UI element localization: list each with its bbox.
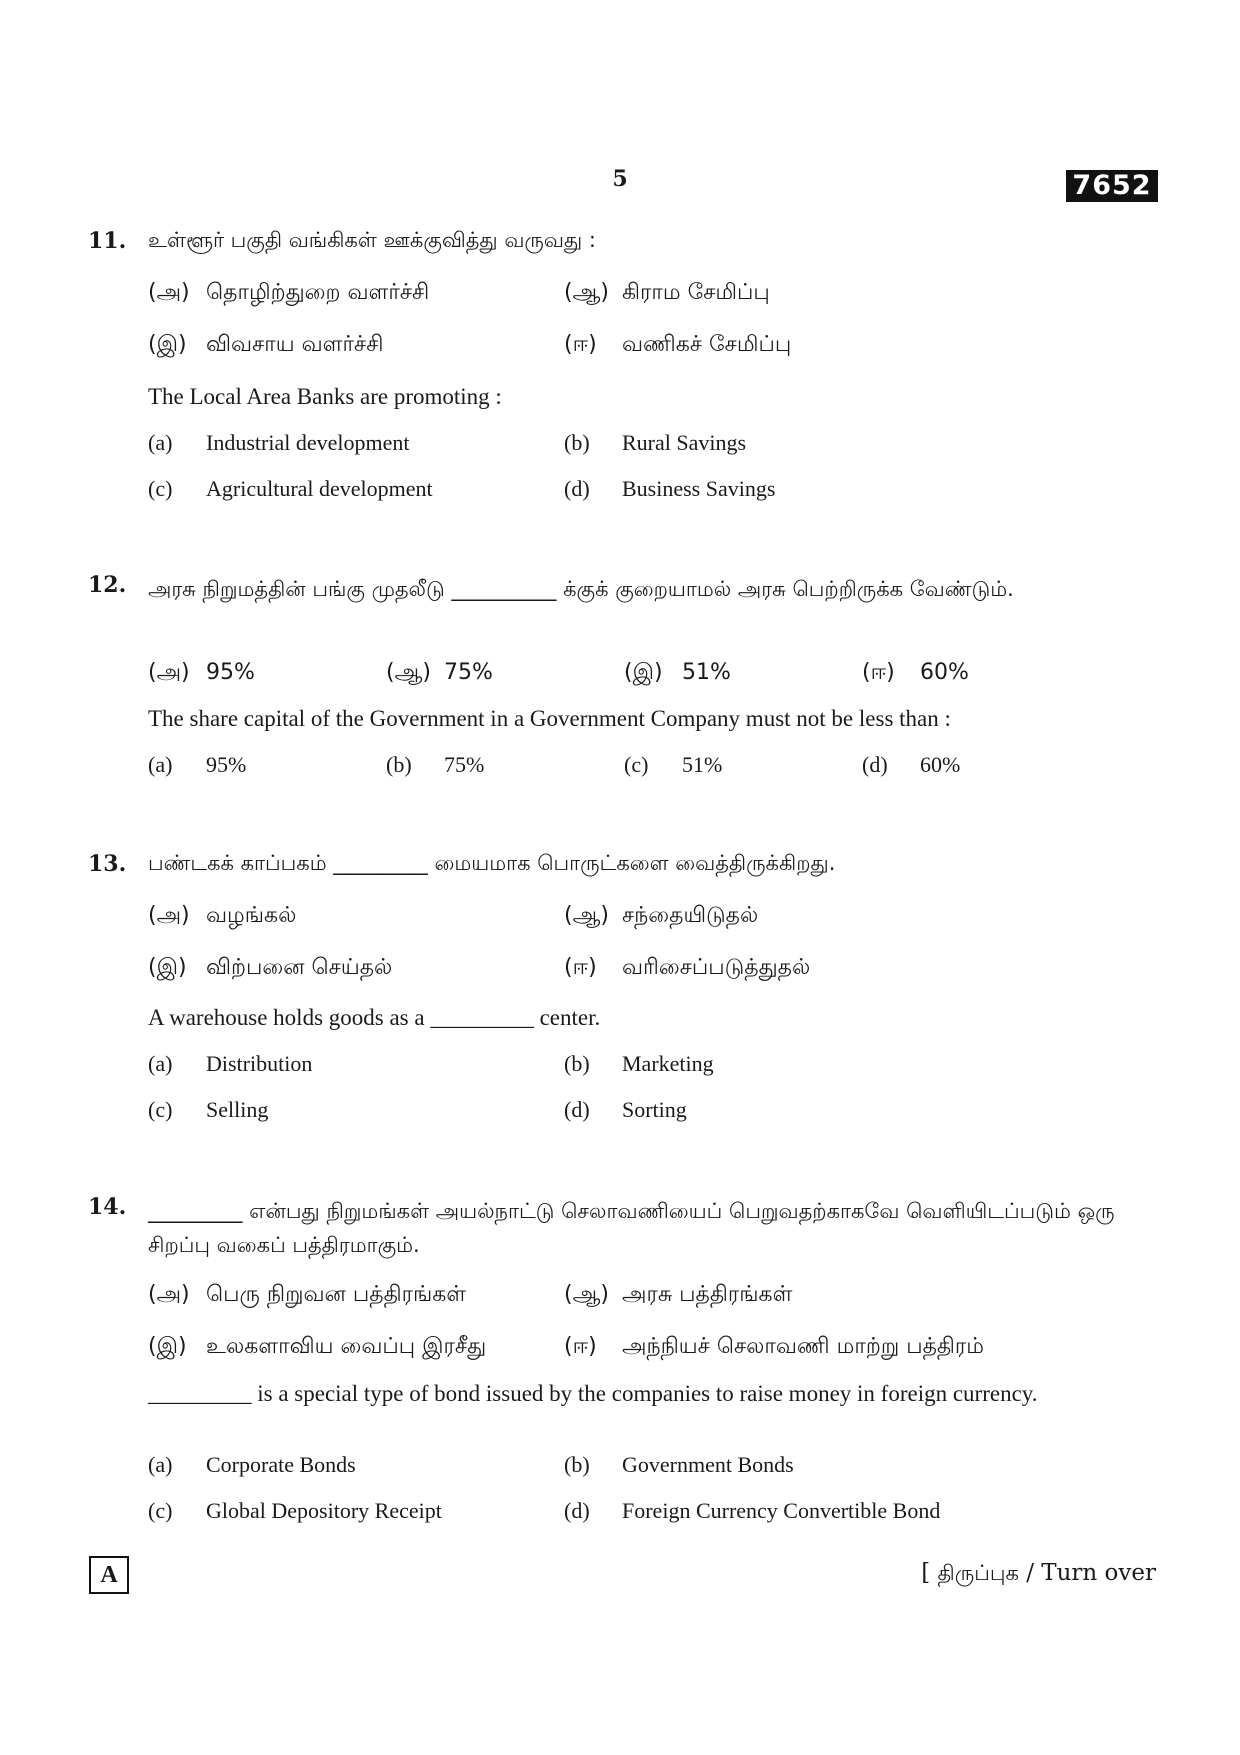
option-label: (c) [148, 1097, 173, 1122]
option-text: விவசாய வளர்ச்சி [206, 332, 384, 357]
option-label: (இ) [148, 955, 187, 980]
option-text: Agricultural development [206, 476, 433, 501]
tamil-question-stem: அரசு நிறுமத்தின் பங்கு முதலீடு __________ க்குக் குறையாமல் அரசு பெற்றிருக்க வேண்டும். [148, 577, 1014, 601]
english-question-stem: A warehouse holds goods as a _________ center. [148, 1005, 601, 1030]
tamil-option[interactable] [148, 332, 383, 360]
tamil-option[interactable] [862, 660, 969, 688]
option-label: (ஆ) [564, 280, 609, 305]
turn-over-tamil: திருப்புக [937, 1561, 1019, 1585]
option-text: Marketing [622, 1051, 714, 1076]
option-text: உலகளாவிய வைப்பு இரசீது [206, 1334, 487, 1359]
option-label: (b) [564, 430, 590, 455]
option-text: கிராம சேமிப்பு [622, 280, 770, 305]
english-option[interactable] [862, 752, 960, 778]
question-number: 12. [88, 572, 127, 598]
tamil-option[interactable] [148, 903, 296, 931]
option-text: 60% [920, 752, 961, 777]
option-text: 75% [444, 752, 485, 777]
option-text: 75% [444, 660, 493, 685]
page-number: 5 [612, 166, 628, 192]
option-label: (அ) [148, 280, 190, 305]
option-text: Government Bonds [622, 1452, 794, 1477]
english-question-stem: The share capital of the Government in a Government Company must not be less than : [148, 706, 951, 731]
english-option[interactable] [148, 752, 246, 778]
option-label: (c) [148, 476, 173, 501]
tamil-question-stem: உள்ளூர் பகுதி வங்கிகள் ஊக்குவித்து வருவது : [148, 228, 596, 252]
tamil-question-stem: _________ என்பது நிறுமங்கள் அயல்நாட்டு செலாவணியைப் பெறுவதற்காகவே வெளியிடப்படும் ஒரு சிறப்பு வகைப் பத்திரமாகும். [148, 1199, 1115, 1257]
option-label: (d) [564, 1498, 590, 1523]
tamil-option[interactable] [148, 1334, 486, 1362]
option-label: (ஈ) [564, 955, 597, 980]
english-option[interactable] [148, 1498, 442, 1524]
version-letter-box: A [89, 1556, 129, 1594]
english-option[interactable] [564, 430, 746, 456]
option-label: (c) [148, 1498, 173, 1523]
tamil-option[interactable] [564, 1334, 984, 1362]
tamil-option[interactable] [148, 1282, 466, 1310]
option-text: அந்நியச் செலாவணி மாற்று பத்திரம் [622, 1334, 985, 1359]
option-text: Foreign Currency Convertible Bond [622, 1498, 941, 1523]
tamil-option[interactable] [564, 1282, 792, 1310]
english-option[interactable] [624, 752, 722, 778]
option-text: Business Savings [622, 476, 776, 501]
question-number: 14. [88, 1194, 127, 1220]
english-option[interactable] [148, 1452, 356, 1478]
option-label: (ஆ) [386, 660, 431, 685]
turn-over-english: Turn over [1041, 1560, 1156, 1586]
option-text: அரசு பத்திரங்கள் [622, 1282, 793, 1307]
english-option[interactable] [148, 1097, 268, 1123]
option-text: Sorting [622, 1097, 687, 1122]
option-label: (b) [564, 1452, 590, 1477]
english-option[interactable] [564, 1452, 794, 1478]
option-label: (a) [148, 430, 173, 455]
option-text: 95% [206, 752, 247, 777]
english-question-stem: The Local Area Banks are promoting : [148, 384, 502, 409]
option-text: 60% [920, 660, 969, 685]
option-text: வணிகச் சேமிப்பு [622, 332, 792, 357]
option-label: (a) [148, 1051, 173, 1076]
english-question-stem: _________ is a special type of bond issued by the companies to raise money in foreign currency. [148, 1381, 1038, 1406]
option-label: (இ) [624, 660, 663, 685]
option-text: தொழிற்துறை வளர்ச்சி [206, 280, 430, 305]
english-option[interactable] [148, 476, 433, 502]
turn-over-bracket: [ [921, 1560, 931, 1586]
option-label: (அ) [148, 903, 190, 928]
tamil-option[interactable] [564, 903, 758, 931]
option-label: (அ) [148, 660, 190, 685]
option-label: (b) [564, 1051, 590, 1076]
turn-over-separator: / [1026, 1560, 1034, 1586]
option-label: (ஈ) [564, 1334, 597, 1359]
english-option[interactable] [564, 476, 775, 502]
tamil-option[interactable] [564, 955, 810, 983]
tamil-question-stem: பண்டகக் காப்பகம் _________ மையமாக பொருட்களை வைத்திருக்கிறது. [148, 851, 836, 875]
english-option[interactable] [564, 1498, 940, 1524]
option-label: (ஆ) [564, 1282, 609, 1307]
tamil-option[interactable] [564, 332, 791, 360]
tamil-option[interactable] [148, 955, 392, 983]
paper-code-badge: 7652 [1066, 170, 1158, 202]
option-label: (அ) [148, 1282, 190, 1307]
tamil-option[interactable] [386, 660, 493, 688]
option-label: (b) [386, 752, 412, 777]
option-text: Corporate Bonds [206, 1452, 356, 1477]
option-text: Distribution [206, 1051, 313, 1076]
option-label: (d) [564, 1097, 590, 1122]
option-label: (ஆ) [564, 903, 609, 928]
option-text: சந்தையிடுதல் [622, 903, 759, 928]
question-number: 13. [88, 851, 127, 877]
english-option[interactable] [386, 752, 484, 778]
option-label: (a) [148, 1452, 173, 1477]
option-text: 51% [682, 752, 723, 777]
option-text: விற்பனை செய்தல் [206, 955, 393, 980]
option-label: (ஈ) [564, 332, 597, 357]
option-text: வரிசைப்படுத்துதல் [622, 955, 811, 980]
option-text: Selling [206, 1097, 269, 1122]
tamil-option[interactable] [564, 280, 770, 308]
option-label: (இ) [148, 1334, 187, 1359]
option-text: Global Depository Receipt [206, 1498, 442, 1523]
option-text: வழங்கல் [206, 903, 297, 928]
option-text: 95% [206, 660, 255, 685]
option-text: Industrial development [206, 430, 410, 455]
option-label: (d) [564, 476, 590, 501]
turn-over-note [921, 1560, 1156, 1588]
option-text: பெரு நிறுவன பத்திரங்கள் [206, 1282, 467, 1307]
option-label: (a) [148, 752, 173, 777]
english-option[interactable] [148, 1051, 312, 1077]
tamil-option[interactable] [148, 660, 255, 688]
option-label: (c) [624, 752, 649, 777]
option-text: 51% [682, 660, 731, 685]
option-label: (d) [862, 752, 888, 777]
english-option[interactable] [148, 430, 409, 456]
tamil-option[interactable] [624, 660, 731, 688]
tamil-option[interactable] [148, 280, 429, 308]
option-text: Rural Savings [622, 430, 747, 455]
option-label: (இ) [148, 332, 187, 357]
english-option[interactable] [564, 1051, 714, 1077]
question-number: 11. [88, 228, 127, 254]
option-label: (ஈ) [862, 660, 895, 685]
english-option[interactable] [564, 1097, 687, 1123]
